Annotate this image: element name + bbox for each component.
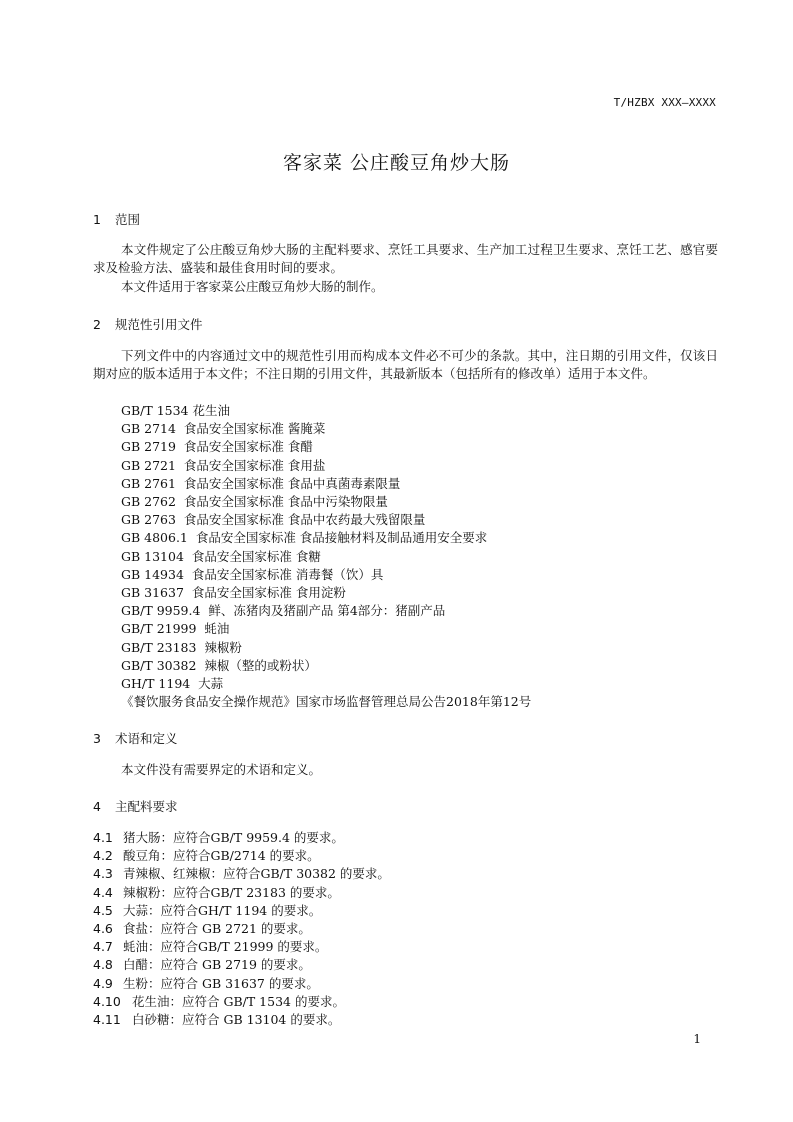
reference-item: GB 31637 食品安全国家标准 食用淀粉 xyxy=(121,585,346,601)
section-number: 1 xyxy=(93,212,101,227)
requirement-text: 食盐：应符合 GB 2721 的要求。 xyxy=(123,921,311,937)
reference-item: 《餐饮服务食品安全操作规范》国家市场监督管理总局公告2018年第12号 xyxy=(121,694,532,710)
requirement-text: 蚝油：应符合GB/T 21999 的要求。 xyxy=(123,939,328,955)
reference-item: GB/T 1534 花生油 xyxy=(121,403,230,418)
section-number: 4 xyxy=(93,799,101,814)
requirement-text: 辣椒粉：应符合GB/T 23183 的要求。 xyxy=(123,884,340,900)
requirement-item xyxy=(93,975,390,993)
page-number: 1 xyxy=(693,1032,701,1046)
reference-item: GH/T 1194 大蒜 xyxy=(121,676,224,692)
requirement-number: 4.7 xyxy=(93,939,113,955)
requirement-item xyxy=(93,865,390,883)
requirement-item xyxy=(93,1011,390,1029)
section-title: 主配料要求 xyxy=(115,799,178,814)
requirement-item xyxy=(93,993,390,1011)
section-heading-scope xyxy=(93,210,140,228)
reference-list xyxy=(121,402,531,711)
reference-item: GB 2763 食品安全国家标准 食品中农药最大残留限量 xyxy=(121,512,426,528)
reference-item: GB/T 21999 蚝油 xyxy=(121,621,230,637)
standard-code: T/HZBX XXX—XXXX xyxy=(613,96,716,109)
reference-item: GB 14934 食品安全国家标准 消毒餐（饮）具 xyxy=(121,566,384,582)
requirement-text: 大蒜：应符合GH/T 1194 的要求。 xyxy=(123,902,322,918)
requirement-number: 4.8 xyxy=(93,957,113,973)
section-number: 2 xyxy=(93,317,101,332)
reference-item: GB 13104 食品安全国家标准 食糖 xyxy=(121,548,321,564)
requirement-number: 4.6 xyxy=(93,921,113,937)
section-heading-terms xyxy=(93,729,178,747)
section-title: 术语和定义 xyxy=(115,731,178,746)
requirement-text: 白醋：应符合 GB 2719 的要求。 xyxy=(123,957,311,973)
scope-paragraph-2: 本文件适用于客家菜公庄酸豆角炒大肠的制作。 xyxy=(121,279,384,294)
reference-item: GB 4806.1 食品安全国家标准 食品接触材料及制品通用安全要求 xyxy=(121,530,488,546)
terms-paragraph: 本文件没有需要界定的术语和定义。 xyxy=(121,762,322,777)
requirement-item xyxy=(93,884,390,902)
requirement-item xyxy=(93,920,390,938)
reference-item: GB/T 30382 辣椒（整的或粉状） xyxy=(121,657,317,673)
requirement-text: 猪大肠：应符合GB/T 9959.4 的要求。 xyxy=(123,830,344,845)
document-title: 客家菜 公庄酸豆角炒大肠 xyxy=(282,152,511,174)
requirement-text: 青辣椒、红辣椒：应符合GB/T 30382 的要求。 xyxy=(123,866,390,882)
reference-item: GB 2761 食品安全国家标准 食品中真菌毒素限量 xyxy=(121,475,401,491)
requirement-number: 4.3 xyxy=(93,866,113,882)
section-title: 规范性引用文件 xyxy=(115,317,203,332)
section-number: 3 xyxy=(93,731,101,746)
requirement-number: 4.1 xyxy=(93,830,113,845)
requirement-item xyxy=(93,829,390,847)
requirement-item xyxy=(93,938,390,956)
requirement-number: 4.4 xyxy=(93,884,113,900)
reference-item: GB 2762 食品安全国家标准 食品中污染物限量 xyxy=(121,494,388,510)
reference-item: GB/T 9959.4 鲜、冻猪肉及猪副产品 第4部分：猪副产品 xyxy=(121,603,446,619)
scope-paragraph-1: 本文件规定了公庄酸豆角炒大肠的主配料要求、烹饪工具要求、生产加工过程卫生要求、烹饪工艺、感官要求及检验方法、盛装和最佳食用时间的要求。 xyxy=(93,242,718,275)
reference-item: GB 2719 食品安全国家标准 食醋 xyxy=(121,439,313,455)
section-title: 范围 xyxy=(115,212,141,227)
requirement-number: 4.2 xyxy=(93,848,113,864)
requirement-text: 白砂糖：应符合 GB 13104 的要求。 xyxy=(132,1012,341,1028)
references-intro-paragraph: 下列文件中的内容通过文中的规范性引用而构成本文件必不可少的条款。其中，注日期的引用文件，仅该日期对应的版本适用于本文件；不注日期的引用文件，其最新版本（包括所有的修改单）适用于本文件。 xyxy=(93,348,718,381)
requirement-text: 花生油：应符合 GB/T 1534 的要求。 xyxy=(132,993,345,1009)
requirement-item xyxy=(93,902,390,920)
requirement-number: 4.10 xyxy=(93,993,121,1009)
reference-item: GB/T 23183 辣椒粉 xyxy=(121,639,242,655)
requirement-item xyxy=(93,847,390,865)
requirement-item xyxy=(93,956,390,974)
reference-item: GB 2721 食品安全国家标准 食用盐 xyxy=(121,457,326,473)
section-heading-ingredients xyxy=(93,797,178,815)
section-heading-normative-references xyxy=(93,315,203,333)
requirement-text: 生粉：应符合 GB 31637 的要求。 xyxy=(123,975,319,991)
reference-item: GB 2714 食品安全国家标准 酱腌菜 xyxy=(121,421,326,437)
requirement-number: 4.5 xyxy=(93,902,113,918)
requirement-number: 4.11 xyxy=(93,1012,121,1028)
requirement-text: 酸豆角：应符合GB/2714 的要求。 xyxy=(123,848,320,864)
requirement-number: 4.9 xyxy=(93,975,113,991)
ingredient-requirement-list xyxy=(93,829,390,1029)
